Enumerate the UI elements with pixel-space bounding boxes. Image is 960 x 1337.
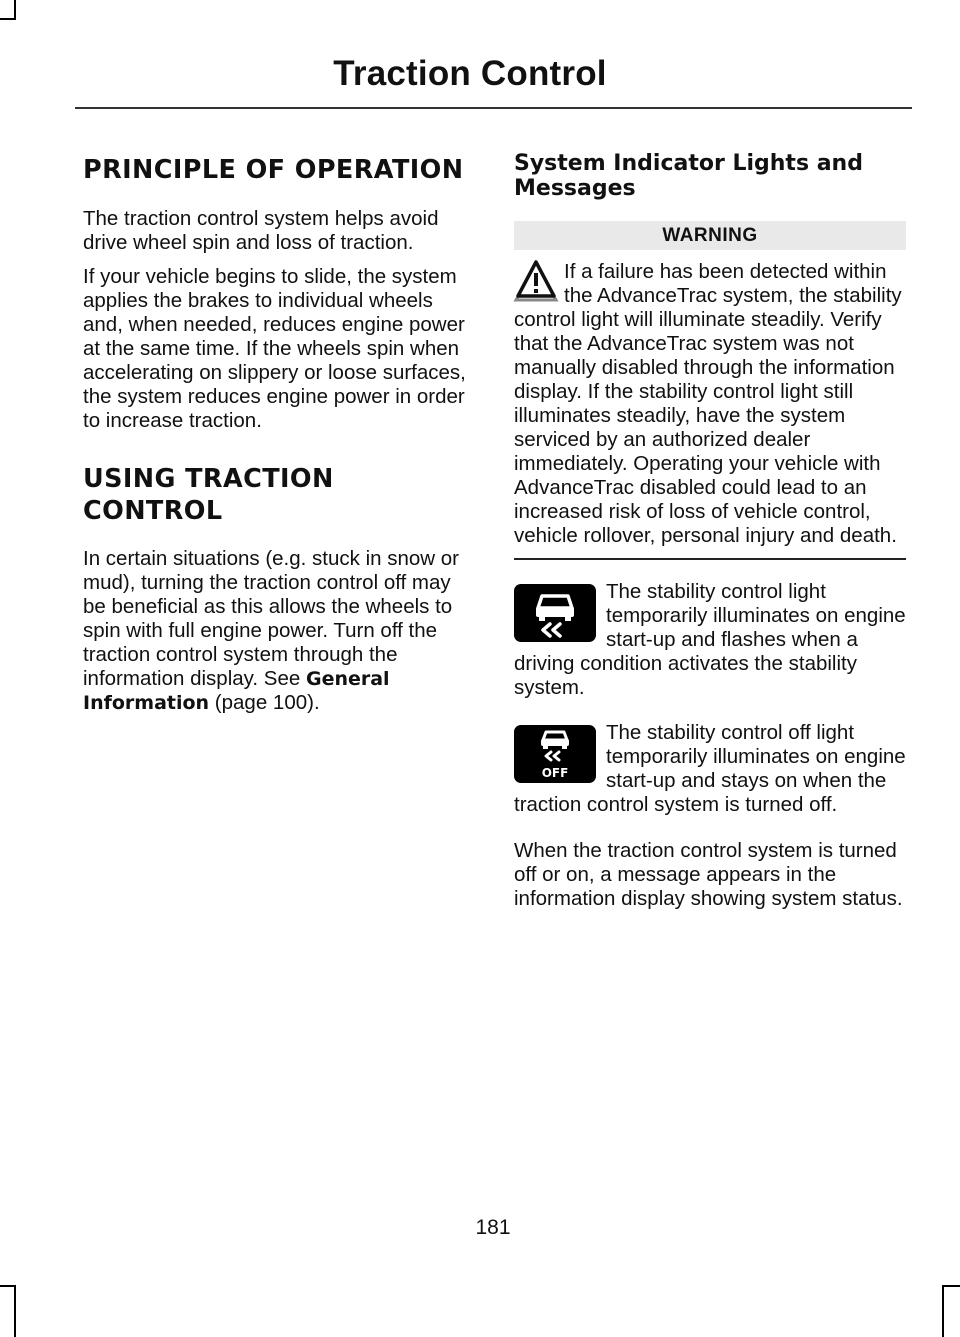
warning-text: If a failure has been detected within the AdvanceTrac system, the stability control light will illuminate steadily. Verify that the AdvanceTrac system was not manually disabled through the information display. If the stability control light still illuminates steadily, have the system serviced by an authorized dealer immediately. Operating your vehicle with AdvanceTrac disabled could lead to an increased risk of loss of vehicle control, vehicle rollover, personal injury and death.	[514, 260, 902, 547]
stability-control-light-icon	[514, 584, 596, 642]
paragraph-intro: The traction control system helps avoid drive wheel spin and loss of traction.	[83, 207, 439, 254]
crop-mark	[0, 1285, 16, 1287]
left-column	[83, 150, 478, 715]
warning-divider	[514, 558, 906, 560]
stability-control-off-light-icon	[514, 725, 596, 783]
paragraph-slide: If your vehicle begins to slide, the system applies the brakes to individual wheels and, when needed, reduces engine power at the same time. If the wheels spin when accelerating on slippery or loose surfaces, the system reduces engine power in order to increase traction.	[83, 265, 466, 432]
off-label: OFF	[541, 766, 569, 780]
warning-triangle-icon	[510, 260, 562, 304]
section-heading-indicators: System Indicator Lights and Messages	[514, 151, 863, 201]
warning-header: WARNING	[514, 221, 906, 250]
section-heading-using-line2: CONTROL	[83, 496, 223, 526]
indicator-stability-control-off	[514, 721, 906, 817]
paragraph-status-message: When the traction control system is turned off or on, a message appears in the information display showing system status.	[514, 839, 903, 910]
indicator-stability-control-text: The stability control light temporarily illuminates on engine start-up and flashes when a driving condition activates the stability system.	[514, 580, 906, 699]
indicator-stability-control	[514, 580, 906, 700]
header-divider	[75, 107, 912, 109]
warning-box	[514, 260, 906, 548]
paragraph-using-page-ref: (page 100).	[209, 691, 320, 714]
indicator-stability-control-off-text: The stability control off light temporarily illuminates on engine start-up and stays on when the traction control system is turned off.	[514, 721, 906, 816]
crop-mark	[14, 1285, 16, 1337]
page-title: Traction Control	[333, 54, 607, 93]
right-column	[514, 150, 906, 911]
paragraph-using	[83, 547, 478, 715]
crop-mark	[942, 1285, 944, 1337]
section-heading-using	[83, 463, 478, 527]
cross-reference-link[interactable]: General Information	[83, 668, 390, 714]
paragraph-using-text: In certain situations (e.g. stuck in snow or mud), turning the traction control off may be beneficial as this allows the wheels to spin with full engine power. Turn off the traction control system through the information display. See	[83, 547, 460, 690]
section-heading-principle: PRINCIPLE OF OPERATION	[83, 155, 464, 185]
page-number: 181	[475, 1216, 511, 1239]
crop-mark	[14, 0, 16, 20]
crop-mark	[942, 1285, 960, 1287]
section-heading-using-line1: USING TRACTION	[83, 464, 334, 494]
crop-mark	[0, 18, 16, 20]
